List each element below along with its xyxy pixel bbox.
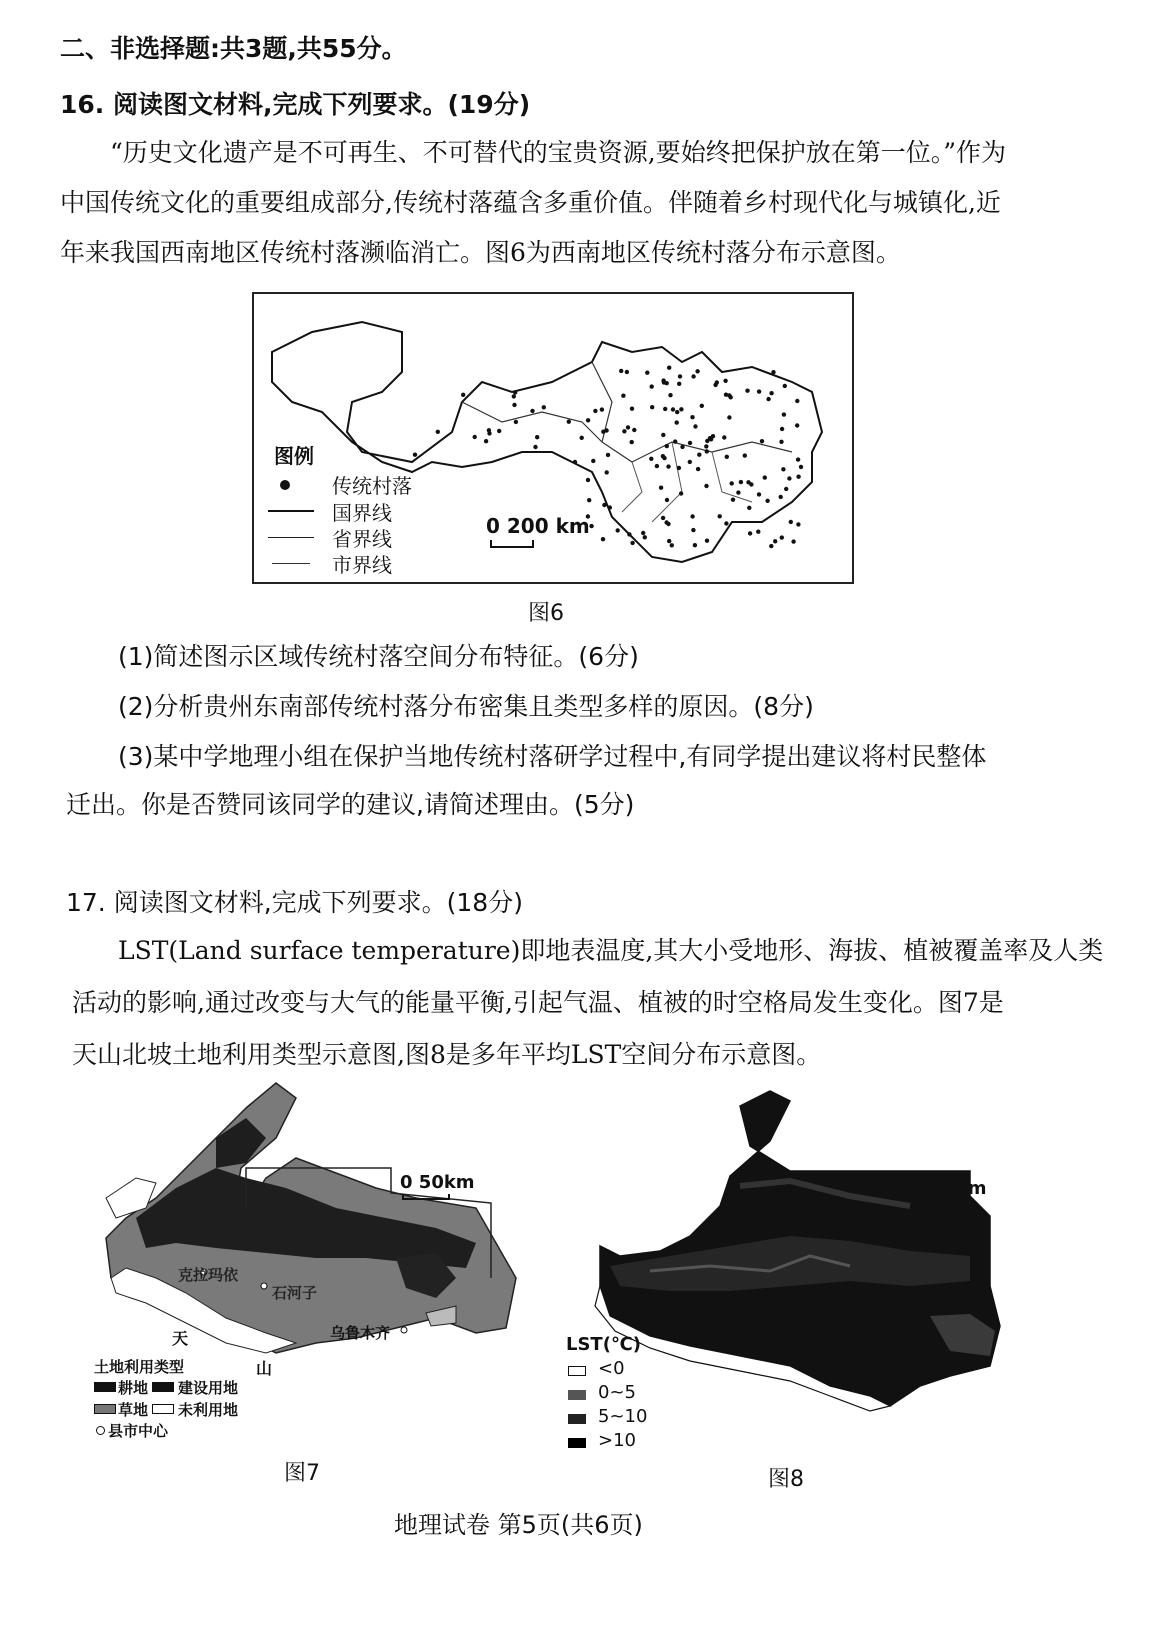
village-dot <box>513 390 517 394</box>
fig7-legend-unused: 未利用地 <box>178 1401 239 1419</box>
village-dot <box>746 480 750 484</box>
village-dot <box>796 457 800 461</box>
village-dot <box>718 514 722 518</box>
village-dot <box>693 543 697 547</box>
village-dot <box>704 444 708 448</box>
q16-sub3-line2: 迁出。你是否赞同该同学的建议,请简述理由。(5分) <box>66 790 635 819</box>
figure-6-caption: 图6 <box>528 601 564 626</box>
village-dot <box>661 516 665 520</box>
village-dot <box>666 464 670 468</box>
section-title: 二、非选择题:共3题,共55分。 <box>60 34 407 63</box>
village-dot <box>757 389 761 393</box>
village-dot <box>780 427 784 431</box>
village-dot <box>779 495 783 499</box>
village-dot <box>602 503 606 507</box>
village-dot <box>604 428 608 432</box>
village-dot <box>625 370 629 374</box>
fig8-legend-0to5: 0~5 <box>598 1382 636 1403</box>
village-dot <box>667 366 671 370</box>
village-dot <box>662 380 666 384</box>
village-dot <box>567 420 571 424</box>
fig6-legend-national-line <box>268 510 314 512</box>
village-dot <box>616 528 620 532</box>
village-dot <box>673 439 677 443</box>
fig7-legend-builtup: 建设用地 <box>178 1379 239 1397</box>
village-dot <box>593 409 597 413</box>
village-dot <box>663 407 667 411</box>
fig7-legend-unused-swatch <box>152 1404 174 1414</box>
fig8-legend-5to10-swatch <box>568 1414 586 1424</box>
village-dot <box>713 383 717 387</box>
village-dot <box>586 418 590 422</box>
fig6-legend-province: 省界线 <box>332 527 392 551</box>
village-dot <box>641 531 645 535</box>
village-dot <box>680 445 684 449</box>
village-dot <box>783 384 787 388</box>
village-dot <box>621 394 625 398</box>
fig7-legend-grass: 草地 <box>118 1401 149 1419</box>
village-dot <box>773 539 777 543</box>
village-dot <box>695 369 699 373</box>
fig8-legend-title: LST(℃) <box>566 1334 641 1355</box>
q16-header: 16. 阅读图文材料,完成下列要求。(19分) <box>60 90 531 119</box>
q17-para-line-3: 天山北坡土地利用类型示意图,图8是多年平均LST空间分布示意图。 <box>72 1040 822 1069</box>
village-dot <box>696 467 700 471</box>
village-dot <box>704 484 708 488</box>
village-dot <box>779 440 783 444</box>
village-dot <box>484 439 488 443</box>
fig6-legend-national: 国界线 <box>332 501 392 525</box>
village-dot <box>661 433 665 437</box>
village-dot <box>724 393 728 397</box>
village-dot <box>796 522 800 526</box>
village-dot <box>791 539 795 543</box>
village-dot <box>600 407 604 411</box>
village-dot <box>795 423 799 427</box>
village-dot <box>542 405 546 409</box>
village-dot <box>679 407 683 411</box>
village-dot <box>632 428 636 432</box>
village-dot <box>667 539 671 543</box>
q16-sub3-line1: (3)某中学地理小组在保护当地传统村落研学过程中,有同学提出建议将村民整体 <box>118 742 987 771</box>
fig6-legend-village: 传统村落 <box>332 474 412 498</box>
fig7-legend-grass-swatch <box>94 1404 116 1414</box>
village-dot <box>497 429 501 433</box>
fig7-place-karamay: 克拉玛依 <box>178 1266 239 1284</box>
village-dot <box>630 541 634 545</box>
village-dot <box>700 404 704 408</box>
village-dot <box>661 454 665 458</box>
fig7-legend-cropland-swatch <box>94 1382 116 1392</box>
village-dot <box>512 394 516 398</box>
village-dot <box>643 535 647 539</box>
village-dot <box>630 407 634 411</box>
village-dot <box>580 436 584 440</box>
village-dot <box>784 487 788 491</box>
village-dot <box>626 425 630 429</box>
fig6-scale-bar <box>490 540 534 548</box>
village-dot <box>747 506 751 510</box>
village-dot <box>671 407 675 411</box>
fig8-legend-lt0: <0 <box>598 1358 625 1379</box>
fig7-place-shihezi: 石河子 <box>272 1284 318 1302</box>
village-dot <box>691 528 695 532</box>
village-dot <box>765 499 769 503</box>
fig8-scale-bar <box>914 1200 962 1206</box>
village-dot <box>780 535 784 539</box>
fig8-scale-label: 0 50km <box>912 1178 987 1199</box>
village-dot <box>724 521 728 525</box>
village-dot <box>705 449 709 453</box>
village-dot <box>650 405 654 409</box>
village-dot <box>730 481 734 485</box>
village-dot <box>771 370 775 374</box>
q16-para-line-1: “历史文化遗产是不可再生、不可替代的宝贵资源,要始终把保护放在第一位。”作为 <box>110 138 1007 167</box>
figure-7-caption: 图7 <box>284 1461 320 1486</box>
village-dot <box>688 460 692 464</box>
village-dot <box>799 465 803 469</box>
q17-header: 17. 阅读图文材料,完成下列要求。(18分) <box>66 888 523 917</box>
q16-sub1: (1)简述图示区域传统村落空间分布特征。(6分) <box>118 642 639 671</box>
village-dot <box>461 393 465 397</box>
village-dot <box>736 490 740 494</box>
village-dot <box>781 467 785 471</box>
village-dot <box>675 410 679 414</box>
q17-para-line-2: 活动的影响,通过改变与大气的能量平衡,引起气温、植被的时空格局发生变化。图7是 <box>72 988 1004 1017</box>
village-dot <box>591 459 595 463</box>
village-dot <box>789 520 793 524</box>
village-dot <box>530 409 534 413</box>
village-dot <box>745 389 749 393</box>
village-dot <box>769 544 773 548</box>
village-dot <box>665 498 669 502</box>
fig7-scale-bar <box>402 1194 450 1200</box>
village-dot <box>533 445 537 449</box>
fig8-legend-gt10: >10 <box>598 1430 636 1451</box>
figure-7-map <box>96 1078 526 1378</box>
fig7-legend-city-center-icon <box>96 1426 105 1435</box>
fig7-scale-label: 0 50km <box>400 1172 475 1193</box>
fig7-legend-title: 土地利用类型 <box>94 1358 185 1376</box>
village-dot <box>589 524 593 528</box>
village-dot <box>627 532 631 536</box>
village-dot <box>743 453 747 457</box>
village-dot <box>535 435 539 439</box>
village-dot <box>670 543 674 547</box>
village-dot <box>757 492 761 496</box>
village-dot <box>512 403 516 407</box>
village-dot <box>729 395 733 399</box>
q16-para-line-2: 中国传统文化的重要组成部分,传统村落蕴含多重价值。伴随着乡村现代化与城镇化,近 <box>60 188 1001 217</box>
village-dot <box>787 476 791 480</box>
village-dot <box>760 439 764 443</box>
village-dot <box>739 480 743 484</box>
village-dot <box>723 379 727 383</box>
village-dot <box>659 486 663 490</box>
village-dot <box>795 399 799 403</box>
village-dot <box>693 424 697 428</box>
village-dot <box>690 514 694 518</box>
village-dot <box>731 498 735 502</box>
village-dot <box>514 420 518 424</box>
village-dot <box>587 498 591 502</box>
q16-para-line-3: 年来我国西南地区传统村落濒临消亡。图6为西南地区传统村落分布示意图。 <box>60 238 901 267</box>
fig6-legend-city: 市界线 <box>332 553 392 577</box>
fig7-legend-city-center: 县市中心 <box>108 1422 169 1440</box>
village-dot <box>622 429 626 433</box>
village-dot <box>766 397 770 401</box>
village-dot <box>606 453 610 457</box>
village-dot <box>436 430 440 434</box>
village-dot <box>725 455 729 459</box>
fig6-legend-city-line <box>272 563 310 564</box>
village-dot <box>630 440 634 444</box>
village-dot <box>665 444 669 448</box>
village-dot <box>586 478 590 482</box>
village-dot <box>655 464 659 468</box>
village-dot <box>675 420 679 424</box>
fig6-legend-title: 图例 <box>274 444 314 468</box>
village-dot <box>691 374 695 378</box>
fig7-place-urumqi: 乌鲁木齐 <box>330 1324 391 1342</box>
q17-para-line-1: LST(Land surface temperature)即地表温度,其大小受地形、海拔、植被覆盖率及人类 <box>118 936 1104 965</box>
village-dot <box>619 369 623 373</box>
village-dot <box>664 520 668 524</box>
q16-sub2: (2)分析贵州东南部传统村落分布密集且类型多样的原因。(8分) <box>118 692 814 721</box>
fig8-legend-gt10-swatch <box>568 1438 586 1448</box>
fig7-mountain-label-1: 天 <box>172 1329 189 1348</box>
village-dot <box>679 491 683 495</box>
village-dot <box>796 475 800 479</box>
village-dot <box>690 415 694 419</box>
village-dot <box>782 412 786 416</box>
fig7-legend-builtup-swatch <box>152 1382 174 1392</box>
village-dot <box>473 435 477 439</box>
village-dot <box>678 374 682 378</box>
fig6-legend-dot-icon <box>280 480 290 490</box>
village-dot <box>748 531 752 535</box>
village-dot <box>727 415 731 419</box>
village-dot <box>645 371 649 375</box>
fig7-legend-cropland: 耕地 <box>118 1379 149 1397</box>
village-dot <box>763 475 767 479</box>
village-dot <box>601 537 605 541</box>
village-dot <box>688 441 692 445</box>
fig8-legend-5to10: 5~10 <box>598 1406 648 1427</box>
village-dot <box>677 382 681 386</box>
village-dot <box>487 428 491 432</box>
fig8-legend-lt0-swatch <box>568 1366 586 1376</box>
village-dot <box>649 457 653 461</box>
page-footer: 地理试卷 第5页(共6页) <box>394 1511 643 1539</box>
fig6-scale-label: 0 200 km <box>486 514 590 538</box>
village-dot <box>769 391 773 395</box>
village-dot <box>677 466 681 470</box>
fig6-legend-province-line <box>268 537 314 538</box>
village-dot <box>668 393 672 397</box>
figure-8-map <box>590 1086 1010 1416</box>
village-dot <box>573 460 577 464</box>
village-dot <box>413 453 417 457</box>
village-dot <box>650 384 654 388</box>
fig8-legend-0to5-swatch <box>568 1390 586 1400</box>
village-dot <box>705 539 709 543</box>
village-dot <box>608 505 612 509</box>
village-dot <box>711 434 715 438</box>
village-dot <box>756 530 760 534</box>
figure-8-caption: 图8 <box>768 1467 804 1492</box>
fig7-mountain-label-2: 山 <box>256 1359 273 1378</box>
village-dot <box>605 470 609 474</box>
village-dot <box>697 453 701 457</box>
village-dot <box>722 435 726 439</box>
